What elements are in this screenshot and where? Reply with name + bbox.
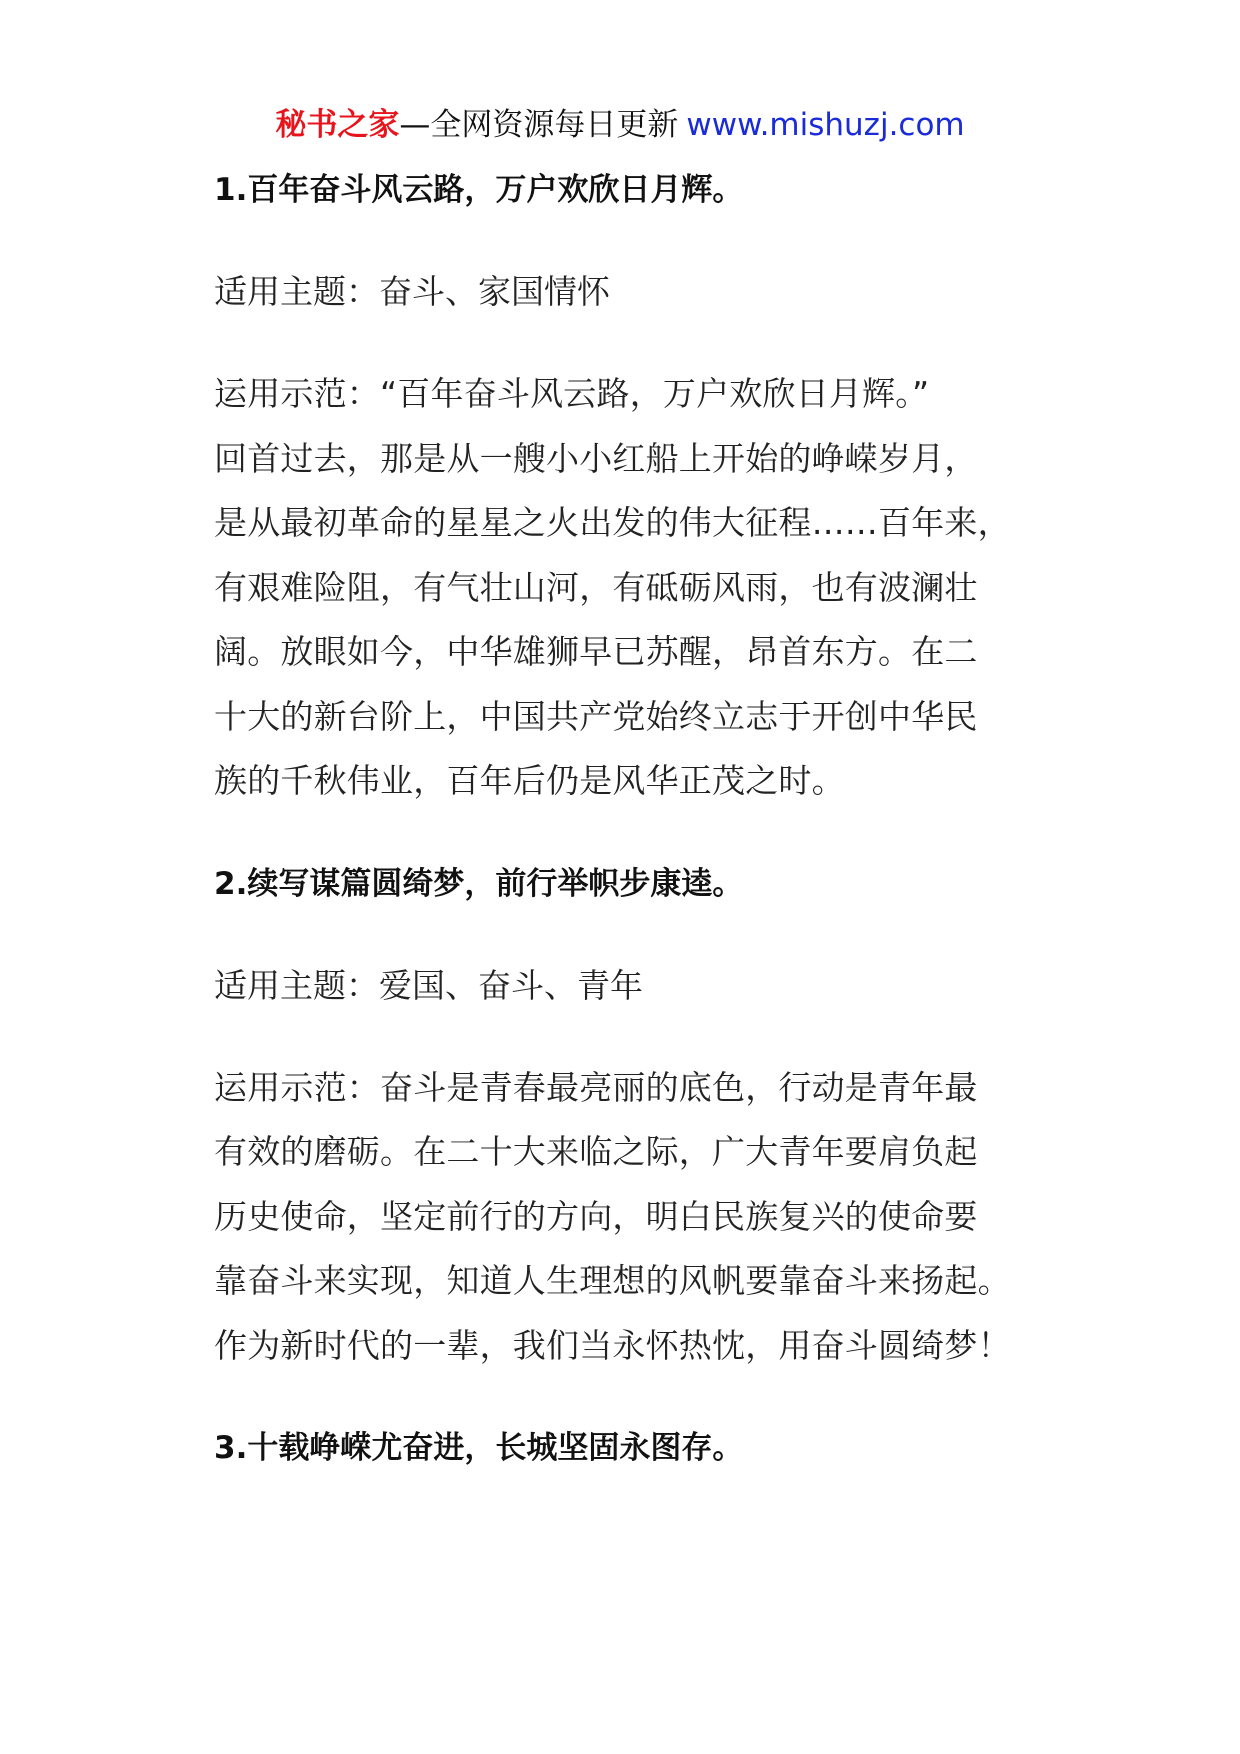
item-example: [214, 362, 1064, 814]
item-topic: 适用主题：爱国、奋斗、青年: [214, 965, 643, 1005]
example-line: 十大的新台阶上，中国共产党始终立志于开创中华民: [214, 696, 978, 736]
item-example: [214, 1056, 1064, 1379]
document-body: [214, 158, 1064, 1480]
item-title: 1.百年奋斗风云路，万户欢欣日月辉。: [214, 172, 744, 208]
example-line: 有艰难险阻，有气壮山河，有砥砺风雨，也有波澜壮: [214, 567, 978, 607]
example-line: 运用示范：“百年奋斗风云路，万户欢欣日月辉。”: [214, 374, 930, 413]
example-line: 族的千秋伟业，百年后仍是风华正茂之时。: [214, 761, 845, 800]
item-title: 2.续写谋篇圆绮梦，前行举帜步康逵。: [214, 865, 744, 902]
item-topic: 适用主题：奋斗、家国情怀: [214, 272, 610, 311]
page-header: [0, 98, 1240, 152]
example-line: 历史使命，坚定前行的方向，明白民族复兴的使命要: [214, 1196, 978, 1236]
example-line: 阔。放眼如今，中华雄狮早已苏醒，昂首东方。在二: [214, 632, 978, 671]
site-url-link[interactable]: www.mishuzj.com: [686, 107, 965, 143]
example-line: 运用示范：奋斗是青春最亮丽的底色，行动是青年最: [214, 1067, 978, 1107]
example-line: 有效的磨砺。在二十大来临之际，广大青年要肩负起: [214, 1132, 978, 1171]
item-title: 3.十载峥嵘尤奋进，长城坚固永图存。: [214, 1430, 744, 1466]
brand-name: 秘书之家: [275, 107, 400, 143]
example-line: 作为新时代的一辈，我们当永怀热忱，用奋斗圆绮梦！: [214, 1325, 1011, 1365]
example-line: 靠奋斗来实现，知道人生理想的风帆要靠奋斗来扬起。: [214, 1261, 1011, 1300]
example-line: 是从最初革命的星星之火出发的伟大征程……百年来，: [214, 503, 1011, 542]
header-tagline: —全网资源每日更新: [399, 107, 679, 143]
example-line: 回首过去，那是从一艘小小红船上开始的峥嵘岁月，: [214, 438, 978, 478]
